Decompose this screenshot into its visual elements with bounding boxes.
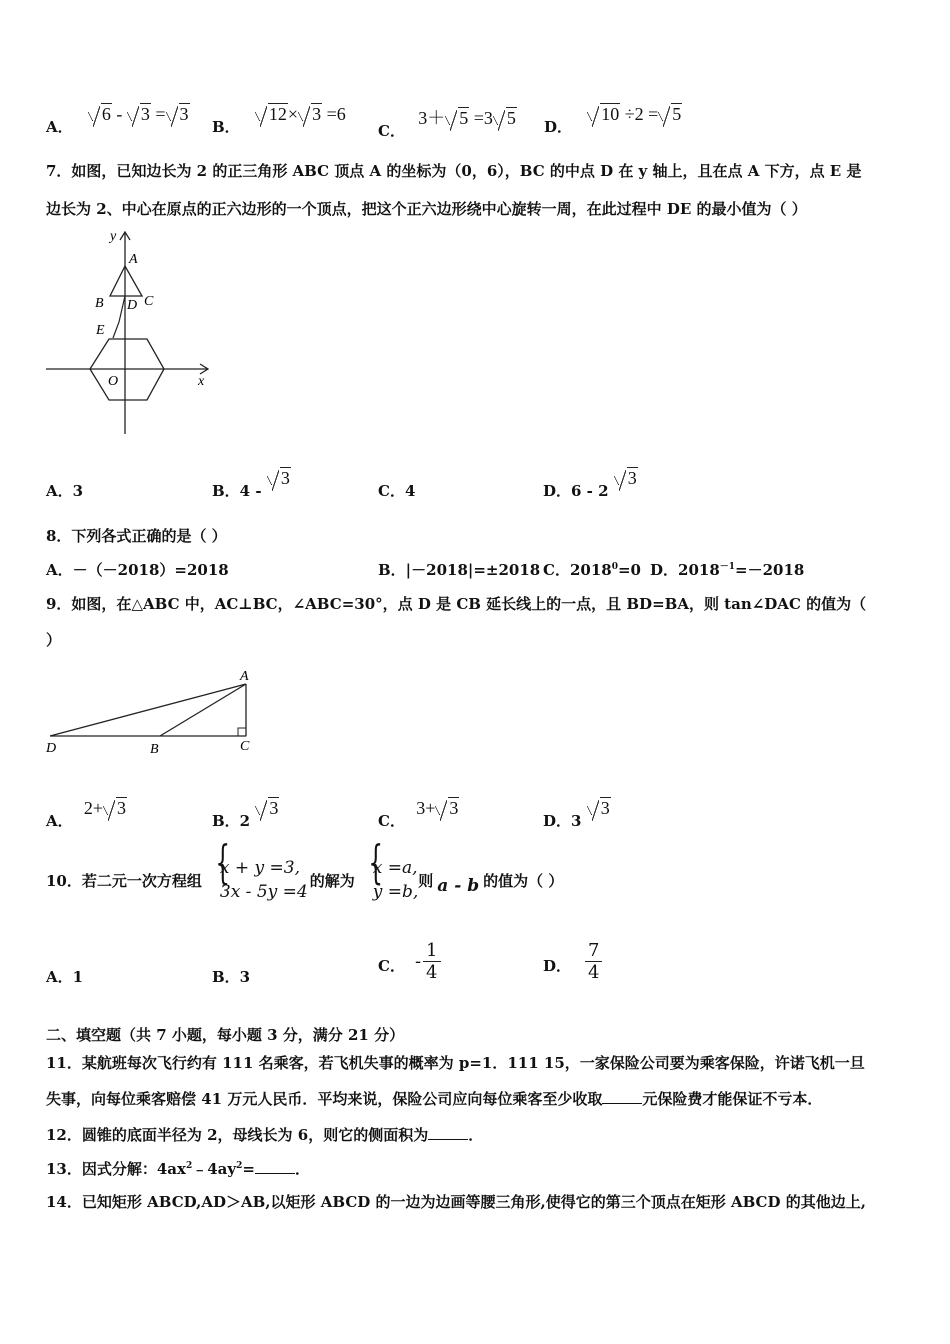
q6-c-sqrt-1: 5 xyxy=(445,108,469,129)
q6-b-sqrt-2: 3 xyxy=(298,104,322,125)
q7-label-e: E xyxy=(96,323,105,338)
q10-option-c: C． - $\frac{1}{4}$ xyxy=(378,940,441,983)
q7-label-b: B xyxy=(95,296,104,311)
q9-option-d: D．3 3 xyxy=(543,798,610,830)
q6-option-d-letter: D． xyxy=(544,118,573,136)
q12-answer-blank[interactable] xyxy=(428,1125,468,1140)
q9-label-d: D xyxy=(46,741,57,756)
q7-stem-line2: 边长为 2、中心在原点的正六边形的一个顶点，把这个正六边形绕中心旋转一周，在此过程中 DE 的最小值为（ ） xyxy=(46,200,807,218)
section2-heading: 二、填空题（共 7 小题，每小题 3 分，满分 21 分） xyxy=(46,1026,405,1044)
q7-label-d: D xyxy=(127,298,138,313)
q7-option-d: D．6 - 2 3 xyxy=(543,468,637,500)
q6-option-d: D． 10 ÷2 = 5 xyxy=(544,104,682,136)
q6-option-c-letter: C． xyxy=(378,122,405,140)
q8-option-b: B．|－2018|=±2018 xyxy=(378,561,541,579)
q11-line2: 失事，向每位乘客赔偿 41 万元人民币．平均来说，保险公司应向每位乘客至少收取 元保险费才能保证不亏本． xyxy=(46,1090,823,1108)
q13-line: 13．因式分解：$4ax^2﹣4ay^2=$ ． xyxy=(46,1160,310,1178)
q12-line: 12．圆锥的底面半径为 2，母线长为 6，则它的侧面积为 ． xyxy=(46,1126,484,1144)
q7-option-c: C．4 xyxy=(378,482,416,500)
q7-label-o: O xyxy=(108,374,119,389)
q7-stem-line1: 7．如图，已知边长为 2 的正三角形 ABC 顶点 A 的坐标为（0，6），BC 的中点 D 在 y 轴上，且在点 A 下方，点 E 是 xyxy=(46,162,862,180)
q10-option-b: B．3 xyxy=(212,968,251,986)
q6-d-sqrt-2: 5 xyxy=(658,104,682,125)
q6-c-sqrt-2: 5 xyxy=(493,108,517,129)
q9-segment-da xyxy=(50,684,246,736)
q9-option-c: C． 3+ 3 xyxy=(378,798,459,830)
q9-label-b: B xyxy=(150,742,159,757)
q6-a-sqrt-3: 3 xyxy=(166,104,190,125)
q9-option-b: B．2 3 xyxy=(212,798,279,830)
q9-right-angle-mark xyxy=(238,728,246,736)
q7-label-y: y xyxy=(110,229,117,244)
q6-option-c: C． 3＋ 5 =3 5 xyxy=(378,108,516,140)
q10-system-2: { x =a, y =b, xyxy=(363,856,419,904)
q11-line1: 11．某航班每次飞行约有 111 名乘客，若飞机失事的概率为 p=1．111 15，一家保险公司要为乘客保险，许诺飞机一旦 xyxy=(46,1054,865,1072)
q6-option-a: A． 6 - 3 = 3 xyxy=(46,104,189,136)
q9-stem-line2: ） xyxy=(46,631,62,649)
q6-option-b-letter: B． xyxy=(212,118,240,136)
q9-figure xyxy=(40,664,270,764)
q6-d-sqrt-1: 10 xyxy=(587,104,620,125)
q8-option-c: C．$2018^0=0$ xyxy=(543,561,641,579)
q13-answer-blank[interactable] xyxy=(255,1159,295,1174)
q6-option-a-letter: A． xyxy=(46,118,73,136)
q9-stem-line1: 9．如图，在△ABC 中，AC⊥BC，∠ABC=30°，点 D 是 CB 延长线上的一点，且 BD=BA，则 tan∠DAC 的值为（ xyxy=(46,595,867,613)
q9-a-sqrt: 3 xyxy=(103,798,127,819)
q7-option-b: B．4 - 3 xyxy=(212,468,290,500)
q9-option-a: A． 2+ 3 xyxy=(46,798,127,830)
q10-system-1: { x + y =3, 3x - 5y =4 xyxy=(210,856,308,904)
q9-label-c: C xyxy=(240,739,250,754)
q7-figure xyxy=(40,226,220,438)
q9-d-sqrt: 3 xyxy=(587,798,611,819)
q10-stem: 10．若二元一次方程组 { x + y =3, 3x - 5y =4 的解为 { x =a, y =b, 则 a - b 的值为（ ） xyxy=(46,856,563,904)
q6-b-sqrt-1: 12 xyxy=(255,104,288,125)
q7-segment-de xyxy=(113,296,125,338)
q7-b-sqrt: 3 xyxy=(267,468,291,489)
q7-option-a: A．3 xyxy=(46,482,84,500)
q10-option-a: A．1 xyxy=(46,968,84,986)
q7-label-a: A xyxy=(129,252,138,267)
q7-label-c: C xyxy=(144,294,154,309)
q14-line: 14．已知矩形 ABCD,AD＞AB,以矩形 ABCD 的一边为边画等腰三角形,使得它的第三个顶点在矩形 ABCD 的其他边上, xyxy=(46,1193,866,1211)
q10-d-fraction: $\frac{7}{4}$ xyxy=(585,940,602,983)
q6-a-sqrt-2: 3 xyxy=(127,104,151,125)
q7-label-x: x xyxy=(198,374,205,389)
q9-b-sqrt: 3 xyxy=(255,798,279,819)
q9-segment-ba xyxy=(160,684,246,736)
q10-c-fraction: $\frac{1}{4}$ xyxy=(423,940,440,983)
q9-label-a: A xyxy=(240,669,249,684)
q6-option-b: B． 12× 3 =6 xyxy=(212,104,346,136)
q11-answer-blank[interactable] xyxy=(602,1089,642,1104)
q8-option-a: A．－（－2018）=2018 xyxy=(46,561,229,579)
q7-d-sqrt: 3 xyxy=(614,468,638,489)
q9-c-sqrt: 3 xyxy=(435,798,459,819)
q10-option-d: D． $\frac{7}{4}$ xyxy=(543,940,602,983)
q8-option-d: D．$2018^{-1}=-2018$ xyxy=(650,561,805,579)
q7-triangle-abc xyxy=(110,266,142,296)
q8-stem: 8．下列各式正确的是（ ） xyxy=(46,527,227,545)
q6-a-sqrt-1: 6 xyxy=(88,104,112,125)
